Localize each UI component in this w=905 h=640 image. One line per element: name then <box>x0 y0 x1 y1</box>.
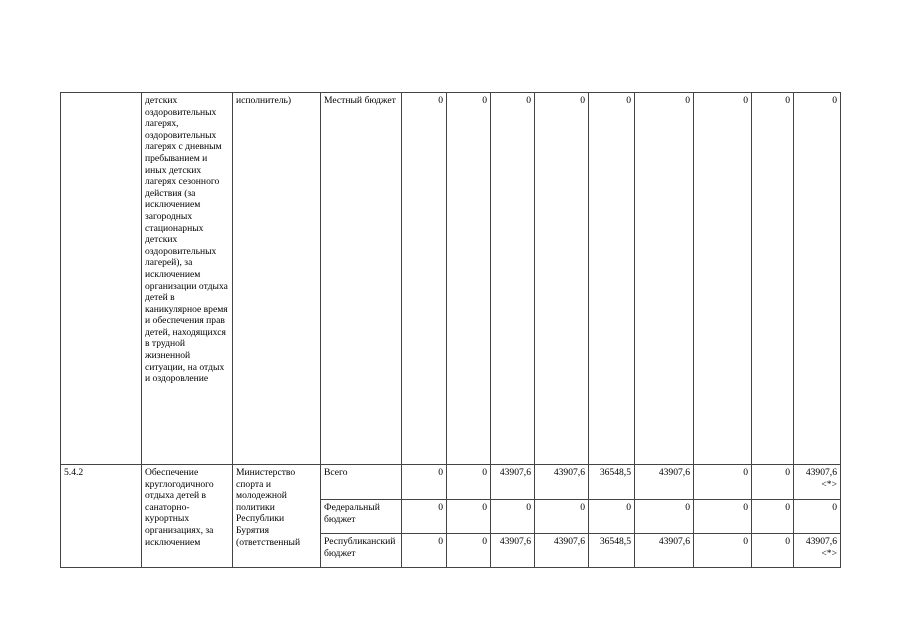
value-cell: 43907,6 <box>535 465 589 500</box>
value-cell: 0 <box>535 93 589 465</box>
table-row <box>61 93 841 465</box>
code-cell: 5.4.2 <box>61 465 142 568</box>
funding-source-cell: Местный бюджет <box>321 93 402 465</box>
value-cell: 0 <box>491 93 535 465</box>
value-cell: 0 <box>447 465 491 500</box>
value-cell <box>794 465 841 500</box>
value-cell <box>794 534 841 568</box>
value-cell: 0 <box>447 500 491 534</box>
event-cell: Обеспечение круглогодичного отдыха детей в санаторно-курортных организациях, за исключением <box>142 465 233 568</box>
value-cell: 0 <box>752 500 794 534</box>
budget-table <box>60 92 841 568</box>
value-cell: 0 <box>491 500 535 534</box>
value-cell: 0 <box>589 93 635 465</box>
value-cell: 43907,6 <box>491 465 535 500</box>
value-text: 43907,6 <box>805 467 837 478</box>
value-cell: 0 <box>402 93 447 465</box>
table-row <box>61 465 841 500</box>
value-cell: 0 <box>752 534 794 568</box>
value-cell: 0 <box>402 465 447 500</box>
funding-source-cell: Республиканский бюджет <box>321 534 402 568</box>
value-cell: 0 <box>447 93 491 465</box>
value-cell: 0 <box>752 465 794 500</box>
value-cell: 0 <box>402 534 447 568</box>
footnote-mark: <*> <box>821 478 837 490</box>
value-cell: 0 <box>794 500 841 534</box>
value-cell: 0 <box>694 534 752 568</box>
value-cell: 0 <box>535 500 589 534</box>
value-cell: 0 <box>589 500 635 534</box>
value-cell: 43907,6 <box>491 534 535 568</box>
executor-cell: Министерство спорта и молодежной политики Республики Бурятия (ответственный <box>233 465 321 568</box>
event-cell: детских оздоровительных лагерях, оздоровительных лагерях с дневным пребыванием и иных детских лагерях сезонного действия (за исключением загородных стационарных детских оздоровительных лагерей), за исключением организации отдыха детей в каникулярное время и обеспечения прав детей, находящихся в трудной жизненной ситуации, на отдых и оздоровление <box>142 93 233 465</box>
value-cell: 43907,6 <box>635 465 694 500</box>
value-cell: 0 <box>635 500 694 534</box>
value-cell: 0 <box>752 93 794 465</box>
value-cell: 0 <box>694 93 752 465</box>
value-cell: 0 <box>694 500 752 534</box>
value-cell: 36548,5 <box>589 465 635 500</box>
executor-cell: исполнитель) <box>233 93 321 465</box>
code-cell <box>61 93 142 465</box>
value-cell: 43907,6 <box>635 534 694 568</box>
value-cell: 0 <box>794 93 841 465</box>
funding-source-cell: Федеральный бюджет <box>321 500 402 534</box>
value-cell: 43907,6 <box>535 534 589 568</box>
footnote-mark: <*> <box>821 547 837 559</box>
value-cell: 0 <box>402 500 447 534</box>
funding-source-cell: Всего <box>321 465 402 500</box>
value-cell: 0 <box>635 93 694 465</box>
value-cell: 0 <box>694 465 752 500</box>
value-cell: 0 <box>447 534 491 568</box>
value-text: 43907,6 <box>805 536 837 547</box>
value-cell: 36548,5 <box>589 534 635 568</box>
